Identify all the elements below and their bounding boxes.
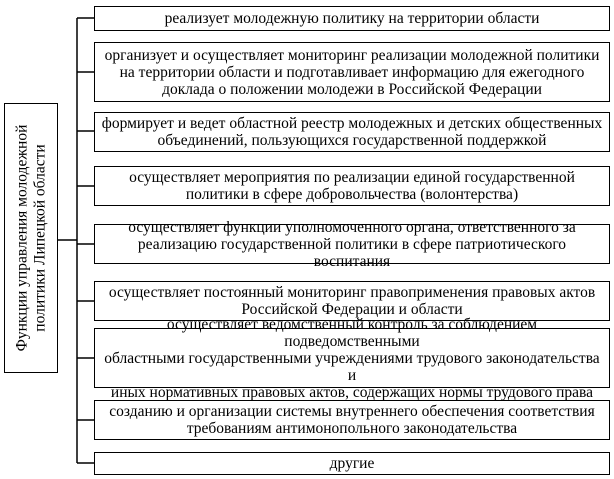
function-box-9: [94, 452, 610, 475]
function-line: другие: [329, 455, 375, 472]
function-line: формирует и ведет областной реестр молодежных и детских общественных: [101, 115, 603, 132]
function-text-7: [99, 316, 605, 401]
function-text-4: [129, 169, 575, 203]
function-line: осуществляет ведомственный контроль за соблюдением подведомственными: [166, 315, 538, 350]
main-function-label: [13, 125, 49, 352]
function-text-5: [99, 219, 605, 270]
function-text-2: [105, 47, 600, 98]
main-label-line-1: Функции управления молодежной: [13, 124, 31, 352]
function-box-5: [94, 218, 610, 270]
function-text-3: [102, 115, 602, 149]
function-line: политики в сфере добровольчества (волонтерства): [185, 186, 519, 203]
function-line: требованиям антимонопольного законодательства: [186, 420, 518, 437]
function-box-1: [94, 6, 610, 31]
function-box-3: [94, 112, 610, 152]
main-label-line-2: политики Липецкой области: [31, 144, 49, 332]
function-line: осуществляет функции уполномоченного органа, ответственного за: [128, 218, 576, 236]
function-line: осуществляет постоянный мониторинг правоприменения правовых актов: [108, 284, 596, 301]
function-line: реализует молодежную политику на территории области: [164, 10, 540, 27]
function-text-6: [109, 284, 595, 318]
function-line: Российской Федерации и области: [241, 301, 463, 318]
function-line: на территории области и подготавливает информацию для ежегодного: [119, 63, 585, 81]
function-line: реализацию государственной политики в сфере патриотического воспитания: [137, 235, 567, 270]
function-box-7: [94, 315, 610, 401]
function-line: осуществляет мероприятия по реализации единой государственной: [129, 169, 575, 186]
function-line: объединений, пользующихся государственной поддержкой: [157, 132, 547, 149]
function-text-1: [165, 10, 540, 27]
function-text-9: [330, 455, 375, 472]
function-line: созданию и организации системы внутреннего обеспечения соответствия: [109, 403, 595, 420]
function-line: организует и осуществляет мониторинг реализации молодежной политики: [104, 46, 600, 64]
function-box-4: [94, 166, 610, 206]
function-line: иных нормативных правовых актов, содержащих нормы трудового права: [110, 383, 594, 401]
main-function-box: [4, 103, 58, 373]
function-box-2: [94, 42, 610, 102]
function-box-8: [94, 400, 610, 440]
function-line: доклада о положении молодежи в Российской Федерации: [162, 80, 542, 98]
function-line: областными государственными учреждениями трудового законодательства и: [104, 349, 600, 384]
function-text-8: [109, 403, 594, 437]
